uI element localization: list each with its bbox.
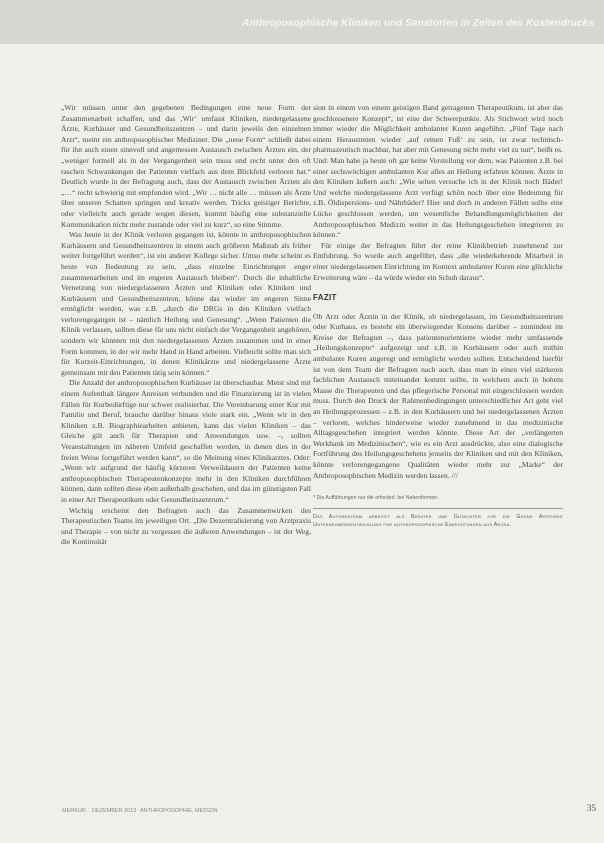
footer-issue: DEZEMBER 2013 [92,808,137,814]
paragraph: Wichtig erscheint den Befragten auch das Zusammenwirken des Therapeutischen Teams im jeweiligen Ort. „Die Dezentralisierung von Arztpraxis und Therapie – von nicht zu vergessen die äußeren Anwendungen – ist der Weg, die Kontinuität [61,505,311,547]
footnote: * Die Aufführungen nur die erforderl. bei Nebenformen. [313,495,439,502]
footer-section: ANTHROPOSOPHIE, MEDIZIN [140,808,218,814]
right-text-column [313,103,563,529]
left-text-column [61,103,311,548]
paragraph: „Wir müssen unter den gegebenen Bedingungen eine neue Form der Zusammenarbeit schaffen, und das ‚Wir‘ umfasst Kliniken, niedergelassene Ärzte, Kurhäuser und Gesundheitszentren – und darin jeweils den einzelnen Arzt“, meint ein anthroposophischer Mediziner. Die „neue Form“ schließt dabei für ihn auch einen sinnvoll und angemessen Austausch zwischen Ärzten ein, der „weniger formell als in der Vergangenheit sein muss und recht unter den oft raschen Schwankungen der Patienten vielfach aus dem Blickfeld verloren hat.“ Deutlich wurde in der Befragung auch, dass der Austausch zwischen Ärzten als „…“ recht schwierig mit empfunden wird. „Wir … nicht alle … müssen als Ärzte über unseren Schatten springen und kreativ werden. Tricks geistiger Berichte, oder vielleicht auch gerade wegen diesen, kommt häufig eine substanzielle Kommunikation nicht mehr zustande oder viel zu kurz“, so eine Stimme. [61,103,311,229]
fazit-paragraph: Ob Arzt oder Ärztin in der Klinik, ob niedergelassen, im Gesundheitszentrum oder Kurhaus, es besteht ein überwiegender Konsens darüber – zumindest im Kreise der Befragten –, dass patientenorientierte wieder mehr umfassende „Heilungskonzepte“ aufgezeigt und z.B. in Kurhäusern oder auch mithin ambulante Kuren angeregt und ermöglicht werden sollten. Entscheidend hierfür ist von dem Team der Befragten nach auch, dass man in einen viel stärkeren fachlichen Austausch miteinander kommt sollte, in welchem auch in hohem Masse die Therapeuten und das pflegerische Personal mit eingeschlossen werden muss. Durch den Druck der Rahmenbedingungen unterschiedlicher Art geht viel an Heilungsprozessen – z.B. in den Kurhäusern und bei niedergelassenen Ärzten – verloren, welches hinderweise wieder zunehmend in das medizinische Alltagsgeschehen integriert werden könnte. Diese Art der „verlängerten Werkbank im Medizinischen“, wie es ein Arzt ausdrückte, also eine dialogische Fortführung des Heilungsgeschehens jenseits der Kliniken und mit den Kliniken, könnte verlorengegangene Qualitäten wieder mehr zur „Marke“ der Anthroposophischen Medizin werden lassen. /// [313,311,563,480]
paragraph: Für einige der Befragten führt der reine Klinikbetrieb zunehmend zur Entfuhrung. So wurde auch angeführt, dass „die wiederkehrende Mitarbeit in einer niedergelassenen Einrichtung im Kontext ambulanter Kuren eine glückliche Erweiterung wäre – da würde wieder ein Schuh daraus“. [313,240,563,282]
author-bio: Das Autorenteam arbeitet als Berater und Gutachter für die Grüne Apotheke Unternehmensentwicklung für anthroposophische Einrichtungen aus Arosa. [313,508,563,529]
header-band [0,0,604,44]
page-footer [62,806,542,818]
footer-journal: MERKUR [62,808,86,814]
paragraph: Was heute in der Klinik verloren gegangen ist, könnte in anthroposophischen Kurhäusern und Gesundheitszentren in einem auch größeren Maßstab als früher weiter fortgeführt werden“, ist ein anderer Kollege sicher. Umso mehr scheint es heute von Bedeutung zu sein, „dass einzelne Einrichtungen enger zusammenarbeiten und im engeren Austausch bleiben“. Durch die inhaltliche Vernetzung von niedergelassenen Ärzten und Kliniken oder Kliniken und Kurhäusern und Gesundheitszentren, könne das wieder im engeren Sinne ermöglicht werden, was z.B. „durch die DRGs in den Kliniken vielfach verlorengegangen ist – nämlich Heilung und Genesung“. „Wenn Patienten die Klinik verlassen, sollten diese für uns nicht einfach der Vergangenheit angehören, sondern wir könnten mit den niedergelassenen Ärzten zusammen und in einer Form kommen, in der wir mehr Hand in Hand arbeiten. Vielleicht sollte man sich für Kurzeit-Einrichtungen, in denen Klinikärzte und niedergelassene Ärzte gemeinsam mit den Patienten tätig sein können.“ [61,230,311,377]
paragraph: Die Anzahl der anthroposophischen Kurhäuser ist überschaubar. Meist sind mit einem Aufenthalt längere Anreisen verbunden und die Finanzierung ist in vielen Fällen für Kurbedürftige nur schwer realisierbar. Die Vereinbarung einer Kur mit Familie und Beruf, brauche darüber hinaus viele stark ein. „Wenn wir in den Kliniken z.B. Biographiearbeiten anbieten, kann das vielen Kliniken – das Gleiche gilt auch für Therapien und Anwendungen usw. –, sollten Veranstaltungen im näheren Umfeld geschaffen werden, in denen dies in der freien Weise fortgeführt werden kann“, so die Meinung eines Klinikarztes. Oder: „Wenn wir aufgrund der häufig kürzeren Verweildauern der Patienten keine anthroposophischen Therapeutenkonzepte mehr in den Kliniken durchführen können, dann sollten diese eben außerhalb geschehen, und das im günstigsten Fall in einer Art Therapeutikum oder Gesundheitszentrum.“ [61,378,311,504]
paragraph: sion in einem von einem geistigen Band getragenen Therapeutikum, ist aber das geschlossenere Konzept“, ist eine der Schwerpunkte. Als Stichwort wird noch immer wieder die Möglichkeit ambulanter Kuren angeführt. „Fünf Tage nach einem Heraustreten wieder ‚auf reinen Fuß‘ zu sein, ist zwar technisch-pharmazeutisch machbar, hat aber mit Genesung nicht mehr viel zu tun“, heißt es. Und: Man habe ja heute oft gar keine Vorstellung vor dem, was Patienten z.B. bei einer sechswöchigen ambulanten Kur alles an Heilung erfahren können. Ärzte in den Kliniken äußern auch: „Wie selten versuche ich in der Klinik noch Bäder! Und welche niedergelassene Arzt verfügt schön noch über eine Bedeutung für z.B. Öldispersions- und Nährbäder? Hier und doch in anderen Fällen sollte eine Lücke geschlossen werden, um wesentliche Behandlungsmöglichkeiten der Anthroposophischen Medizin weiter in das Heilungsgeschehen integrieren zu können.“ [313,103,563,240]
section-heading-fazit: FAZIT [313,293,337,303]
page-number: 35 [587,803,596,813]
running-header-title: Anthroposophische Kliniken und Sanatorien in Zeiten des Kostendrucks [242,18,594,29]
